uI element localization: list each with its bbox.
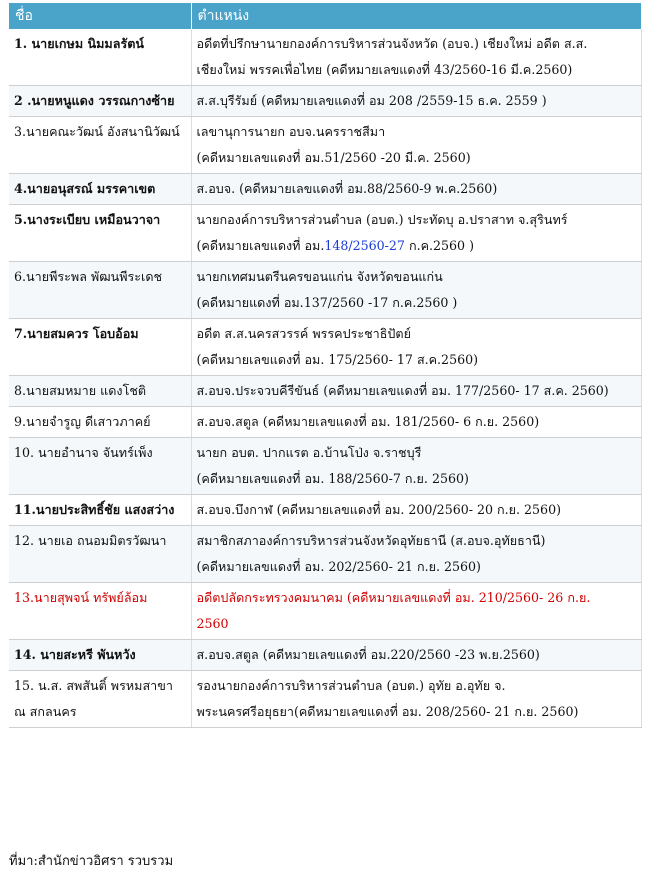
table-row bbox=[9, 671, 641, 728]
official-name: 1. นายเกษม นิมมลรัตน์ bbox=[9, 29, 191, 86]
case-number-pre: (คดีหมายเลขแดงที่ อม. bbox=[196, 238, 325, 253]
official-name: 13.นายสุพจน์ ทรัพย์ล้อม bbox=[9, 583, 191, 640]
official-position bbox=[191, 640, 641, 671]
official-name: 12. นายเอ ถนอมมิตรวัฒนา bbox=[9, 526, 191, 583]
position-line: นายกองค์การบริหารส่วนตำบล (อบต.) ประทัดบุ อ.ปราสาท จ.สุรินทร์ bbox=[196, 212, 568, 227]
table-row bbox=[9, 407, 641, 438]
official-position bbox=[191, 526, 641, 583]
table-row bbox=[9, 262, 641, 319]
table-row bbox=[9, 438, 641, 495]
official-position bbox=[191, 671, 641, 728]
table-row bbox=[9, 86, 641, 117]
table-row bbox=[9, 29, 641, 86]
official-name: 5.นางระเบียบ เหมือนวาจา bbox=[9, 205, 191, 262]
official-name: 9.นายจำรูญ ดีเสาวภาคย์ bbox=[9, 407, 191, 438]
table-row bbox=[9, 205, 641, 262]
officials-table-container bbox=[9, 3, 641, 728]
official-name: 10. นายอำนาจ จันทร์เพ็ง bbox=[9, 438, 191, 495]
official-position bbox=[191, 495, 641, 526]
header-name: ชื่อ bbox=[9, 3, 191, 29]
official-position bbox=[191, 29, 641, 86]
official-name: 2 .นายหนูแดง วรรณกางซ้าย bbox=[9, 86, 191, 117]
table-row bbox=[9, 117, 641, 174]
official-position bbox=[191, 407, 641, 438]
position-line: อดีตปลัดกระทรวงคมนาคม (คดีหมายเลขแดงที่ อม. 210/2560- 26 ก.ย. bbox=[196, 590, 591, 605]
official-name: 6.นายพีระพล พัฒนพีระเดช bbox=[9, 262, 191, 319]
official-position bbox=[191, 583, 641, 640]
position-line bbox=[197, 233, 637, 259]
official-position bbox=[191, 174, 641, 205]
position-line: 2560 bbox=[196, 616, 229, 631]
position-line: ส.อบจ.สตูล (คดีหมายเลขแดงที่ อม. 181/2560- 6 ก.ย. 2560) bbox=[196, 414, 540, 429]
table-body bbox=[9, 29, 641, 728]
position-line: ส.อบจ.ประจวบคีรีขันธ์ (คดีหมายเลขแดงที่ อม. 177/2560- 17 ส.ค. 2560) bbox=[196, 383, 609, 398]
table-row bbox=[9, 583, 641, 640]
position-line: ส.อบจ.บึงกาฬ (คดีหมายเลขแดงที่ อม. 200/2560- 20 ก.ย. 2560) bbox=[196, 502, 561, 517]
official-position bbox=[191, 438, 641, 495]
official-name: 4.นายอนุสรณ์ มรรคาเขต bbox=[9, 174, 191, 205]
case-number-link[interactable]: 148/2560-27 bbox=[324, 238, 405, 253]
position-line: สมาชิกสภาองค์การบริหารส่วนจังหวัดอุทัยธานี (ส.อบจ.อุทัยธานี) bbox=[196, 533, 546, 548]
official-name: 7.นายสมควร โอบอ้อม bbox=[9, 319, 191, 376]
table-header-row bbox=[9, 3, 641, 29]
officials-table bbox=[9, 3, 642, 728]
position-line: พระนครศรีอยุธยา(คดีหมายเลขแดงที่ อม. 208/2560- 21 ก.ย. 2560) bbox=[196, 704, 579, 719]
position-line: นายก อบต. ปากแรต อ.บ้านโป่ง จ.ราชบุรี bbox=[196, 445, 422, 460]
official-position bbox=[191, 205, 641, 262]
position-line: เชียงใหม่ พรรคเพื่อไทย (คดีหมายเลขแดงที่ 43/2560-16 มี.ค.2560) bbox=[196, 62, 573, 77]
official-position bbox=[191, 376, 641, 407]
official-name: 8.นายสมหมาย แดงโชติ bbox=[9, 376, 191, 407]
table-row bbox=[9, 640, 641, 671]
official-name: 11.นายประสิทธิ์ชัย แสงสว่าง bbox=[9, 495, 191, 526]
position-line: (คดีหมายเลขแดงที่ อม. 188/2560-7 ก.ย. 2560) bbox=[196, 471, 469, 486]
position-line: นายกเทศมนตรีนครขอนแก่น จังหวัดขอนแก่น bbox=[196, 269, 443, 284]
official-name: 14. นายสะหรี พันหวัง bbox=[9, 640, 191, 671]
position-line: (คดีหมายเลขแดงที่ อม. 202/2560- 21 ก.ย. 2560) bbox=[196, 559, 481, 574]
table-row bbox=[9, 174, 641, 205]
official-position bbox=[191, 117, 641, 174]
official-position bbox=[191, 319, 641, 376]
table-row bbox=[9, 319, 641, 376]
table-row bbox=[9, 376, 641, 407]
official-position bbox=[191, 262, 641, 319]
position-line: (คดีหมายเลขแดงที่ อม.51/2560 -20 มี.ค. 2560) bbox=[196, 150, 471, 165]
official-position bbox=[191, 86, 641, 117]
position-line: เลขานุการนายก อบจ.นครราชสีมา bbox=[196, 124, 386, 139]
position-line: (คดีหมายเลขแดงที่ อม. 175/2560- 17 ส.ค.2560) bbox=[196, 352, 479, 367]
header-position: ตำแหน่ง bbox=[191, 3, 641, 29]
position-line: อดีตที่ปรึกษานายกองค์การบริหารส่วนจังหวัด (อบจ.) เชียงใหม่ อดีต ส.ส. bbox=[196, 36, 588, 51]
position-line: ส.อบจ. (คดีหมายเลขแดงที่ อม.88/2560-9 พ.ค.2560) bbox=[196, 181, 498, 196]
table-row bbox=[9, 495, 641, 526]
position-line: (คดีหมายแดงที่ อม.137/2560 -17 ก.ค.2560 ) bbox=[196, 295, 458, 310]
case-number-post: ก.ค.2560 ) bbox=[404, 238, 474, 253]
official-name: 3.นายคณะวัฒน์ อังสนานิวัฒน์ bbox=[9, 117, 191, 174]
position-line: ส.ส.บุรีรัมย์ (คดีหมายเลขแดงที่ อม 208 /2559-15 ธ.ค. 2559 ) bbox=[196, 93, 547, 108]
table-row bbox=[9, 526, 641, 583]
position-line: รองนายกองค์การบริหารส่วนตำบล (อบต.) อุทัย อ.อุทัย จ. bbox=[196, 678, 506, 693]
official-name: 15. น.ส. สพสันติ์ พรหมสาขา ณ สกลนคร bbox=[9, 671, 191, 728]
position-line: อดีต ส.ส.นครสวรรค์ พรรคประชาธิปัตย์ bbox=[196, 326, 411, 341]
source-note: ที่มา:สำนักข่าวอิศรา รวบรวม bbox=[9, 854, 174, 869]
position-line: ส.อบจ.สตูล (คดีหมายเลขแดงที่ อม.220/2560 -23 พ.ย.2560) bbox=[196, 647, 540, 662]
